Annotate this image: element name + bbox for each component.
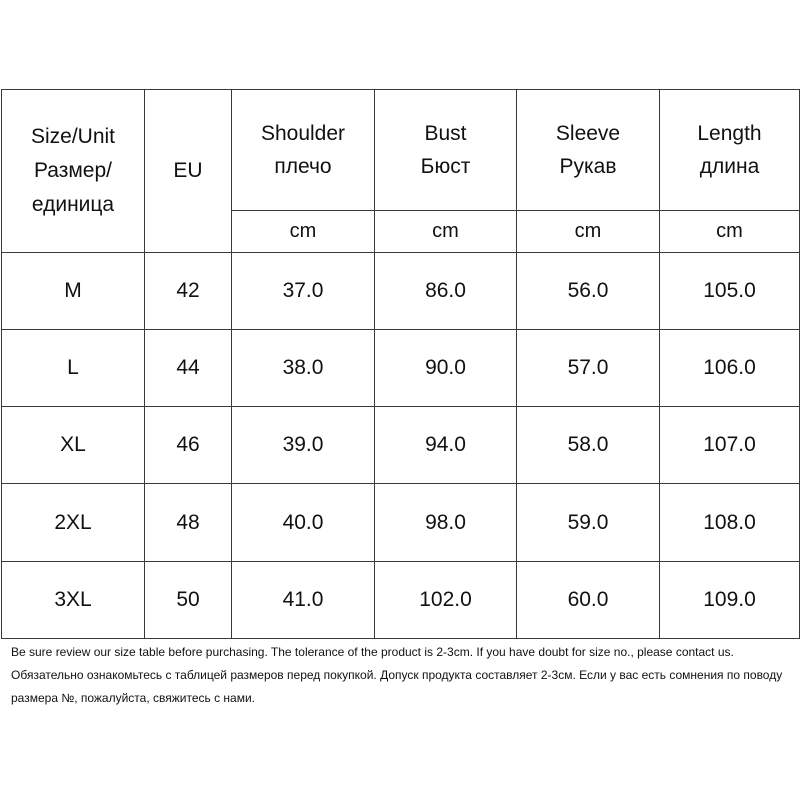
sleeve-header	[517, 90, 660, 211]
sleeve-header-ru: Рукав	[559, 155, 617, 179]
size-unit-header-line: Size/Unit	[30, 124, 116, 148]
length-unit: cm	[660, 211, 800, 252]
shoulder-cell: 38.0	[232, 329, 375, 406]
eu-cell: 46	[145, 407, 232, 484]
size-cell: L	[2, 329, 145, 406]
length-cell: 107.0	[660, 407, 800, 484]
header-row	[2, 90, 800, 211]
table-row	[2, 329, 800, 406]
length-cell: 108.0	[660, 484, 800, 561]
eu-header: EU	[145, 90, 232, 253]
sleeve-cell: 57.0	[517, 329, 660, 406]
bust-header-ru: Бюст	[420, 155, 471, 179]
bust-cell: 98.0	[375, 484, 517, 561]
bust-unit: cm	[375, 211, 517, 252]
length-cell: 106.0	[660, 329, 800, 406]
size-unit-header-line: Размер/	[33, 158, 112, 182]
bust-header	[375, 90, 517, 211]
size-cell: M	[2, 252, 145, 329]
shoulder-cell: 37.0	[232, 252, 375, 329]
eu-cell: 50	[145, 561, 232, 638]
note-russian: Обязательно ознакомьтесь с таблицей размеров перед покупкой. Допуск продукта составляет 2-3см. Если у вас есть сомнения по поводу	[11, 668, 783, 682]
shoulder-cell: 41.0	[232, 561, 375, 638]
size-cell: 3XL	[2, 561, 145, 638]
eu-cell: 42	[145, 252, 232, 329]
size-unit-header	[2, 90, 145, 253]
table-row	[2, 407, 800, 484]
length-header-en: Length	[697, 122, 762, 146]
eu-cell: 44	[145, 329, 232, 406]
sleeve-cell: 59.0	[517, 484, 660, 561]
size-chart-table	[1, 89, 800, 639]
sleeve-cell: 58.0	[517, 407, 660, 484]
shoulder-unit: cm	[232, 211, 375, 252]
sleeve-header-en: Sleeve	[555, 122, 621, 146]
shoulder-cell: 39.0	[232, 407, 375, 484]
size-cell: XL	[2, 407, 145, 484]
bust-cell: 90.0	[375, 329, 517, 406]
bust-header-en: Bust	[424, 122, 467, 146]
table-row	[2, 561, 800, 638]
length-header-ru: длина	[699, 155, 760, 179]
length-header	[660, 90, 800, 211]
note-russian-continued: размера №, пожалуйста, свяжитесь с нами.	[11, 691, 256, 705]
shoulder-header	[232, 90, 375, 211]
length-cell: 109.0	[660, 561, 800, 638]
shoulder-header-en: Shoulder	[260, 122, 346, 146]
sleeve-cell: 60.0	[517, 561, 660, 638]
shoulder-cell: 40.0	[232, 484, 375, 561]
table-row	[2, 484, 800, 561]
length-cell: 105.0	[660, 252, 800, 329]
bust-cell: 94.0	[375, 407, 517, 484]
table-row	[2, 252, 800, 329]
eu-cell: 48	[145, 484, 232, 561]
bust-cell: 102.0	[375, 561, 517, 638]
size-notes	[11, 641, 796, 710]
size-unit-header-line: единица	[31, 192, 115, 216]
sleeve-cell: 56.0	[517, 252, 660, 329]
note-english: Be sure review our size table before purchasing. The tolerance of the product is 2-3cm. If you have doubt for size no., please contact us.	[11, 645, 734, 659]
sleeve-unit: cm	[517, 211, 660, 252]
shoulder-header-ru: плечо	[274, 155, 332, 179]
bust-cell: 86.0	[375, 252, 517, 329]
size-cell: 2XL	[2, 484, 145, 561]
